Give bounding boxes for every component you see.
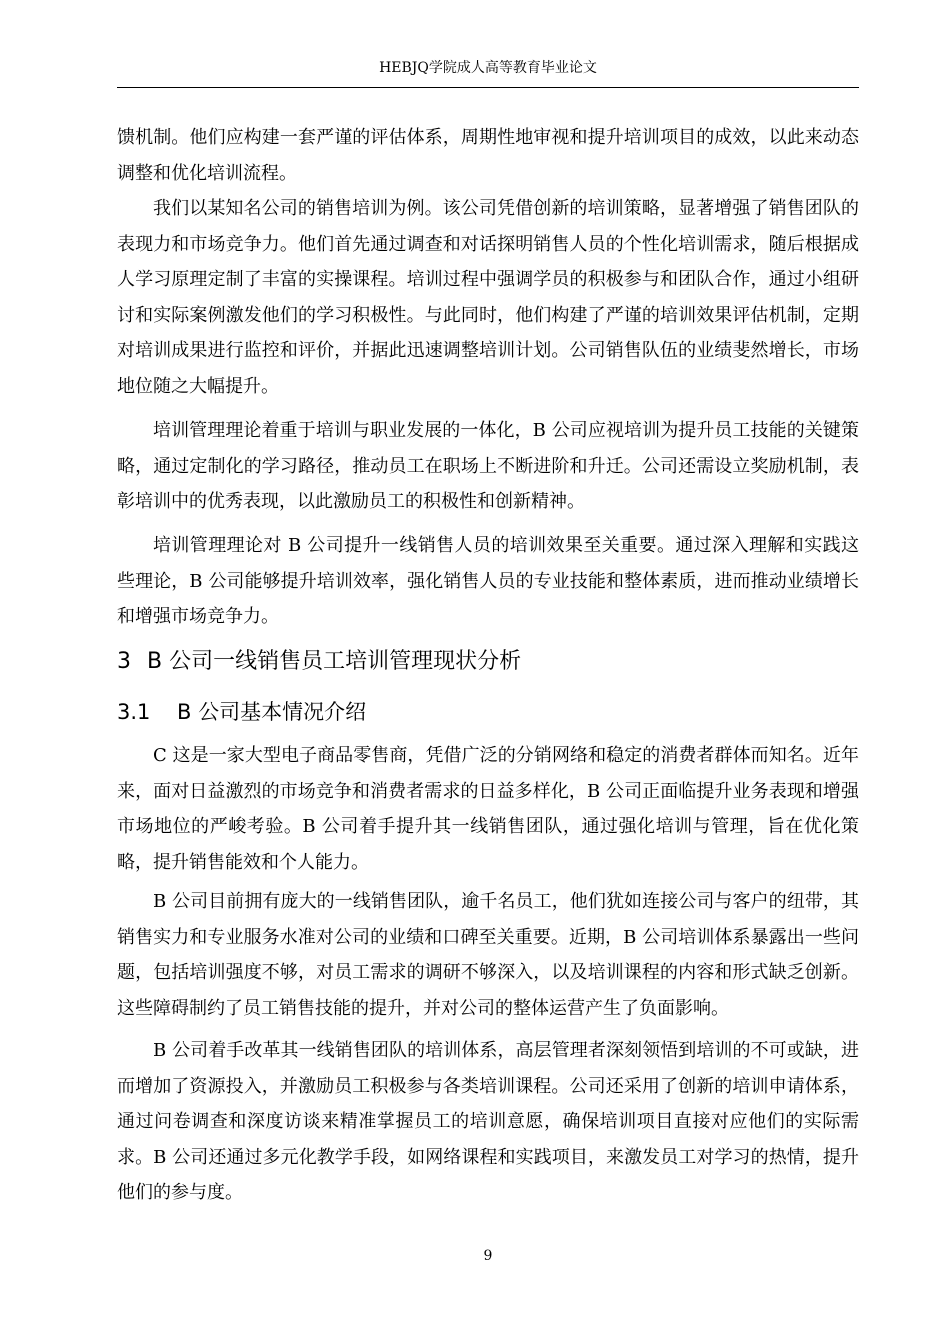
section-title: B 公司一线销售员工培训管理现状分析 xyxy=(147,649,522,674)
paragraph-3: 培训管理理论着重于培训与职业发展的一体化，B 公司应视培训为提升员工技能的关键策略，通过定制化的学习路径，推动员工在职场上不断进阶和升迁。公司还需设立奖励机制，表彰培训中的优秀表现，以此激励员工的积极性和创新精神。 xyxy=(117,420,859,512)
page-number: 9 xyxy=(483,1248,493,1264)
paragraph-7: B 公司着手改革其一线销售团队的培训体系，高层管理者深刻领悟到培训的不可或缺，进而增加了资源投入，并激励员工积极参与各类培训课程。公司还采用了创新的培训申请体系，通过问卷调查和深度访谈来精准掌握员工的培训意愿，确保培训项目直接对应他们的实际需求。B 公司还通过多元化教学手段，如网络课程和实践项目，来激发员工对学习的热情，提升他们的参与度。 xyxy=(117,1040,859,1203)
paragraph-6: B 公司目前拥有庞大的一线销售团队，逾千名员工，他们犹如连接公司与客户的纽带，其销售实力和专业服务水准对公司的业绩和口碑至关重要。近期，B 公司培训体系暴露出一些问题，包括培训强度不够，对员工需求的调研不够深入，以及培训课程的内容和形式缺乏创新。这些障碍制约了员工销售技能的提升，并对公司的整体运营产生了负面影响。 xyxy=(117,891,859,1019)
paragraph-2: 我们以某知名公司的销售培训为例。该公司凭借创新的培训策略，显著增强了销售团队的表现力和市场竞争力。他们首先通过调查和对话探明销售人员的个性化培训需求，随后根据成人学习原理定制了丰富的实操课程。培训过程中强调学员的积极参与和团队合作，通过小组研讨和实际案例激发他们的学习积极性。与此同时，他们构建了严谨的培训效果评估机制，定期对培训成果进行监控和评价，并据此迅速调整培训计划。公司销售队伍的业绩斐然增长，市场地位随之大幅提升。 xyxy=(117,198,859,397)
section-heading xyxy=(117,644,521,680)
header-divider xyxy=(117,87,859,88)
subsection-heading xyxy=(117,695,366,729)
paragraph-4: 培训管理理论对 B 公司提升一线销售人员的培训效果至关重要。通过深入理解和实践这些理论，B 公司能够提升培训效率，强化销售人员的专业技能和整体素质，进而推动业绩增长和增强市场竞争力。 xyxy=(117,535,859,627)
paragraph-1: 馈机制。他们应构建一套严谨的评估体系，周期性地审视和提升培训项目的成效，以此来动态调整和优化培训流程。 xyxy=(117,127,859,184)
subsection-title: B 公司基本情况介绍 xyxy=(177,700,367,724)
paragraph-5: C 这是一家大型电子商品零售商，凭借广泛的分销网络和稳定的消费者群体而知名。近年来，面对日益激烈的市场竞争和消费者需求的日益多样化，B 公司正面临提升业务表现和增强市场地位的严峻考验。B 公司着手提升其一线销售团队，通过强化培训与管理，旨在优化策略，提升销售能效和个人能力。 xyxy=(117,745,859,873)
page-header: HEBJQ学院成人高等教育毕业论文 xyxy=(379,60,597,76)
section-number: 3 xyxy=(117,649,131,674)
subsection-number: 3.1 xyxy=(117,700,151,724)
